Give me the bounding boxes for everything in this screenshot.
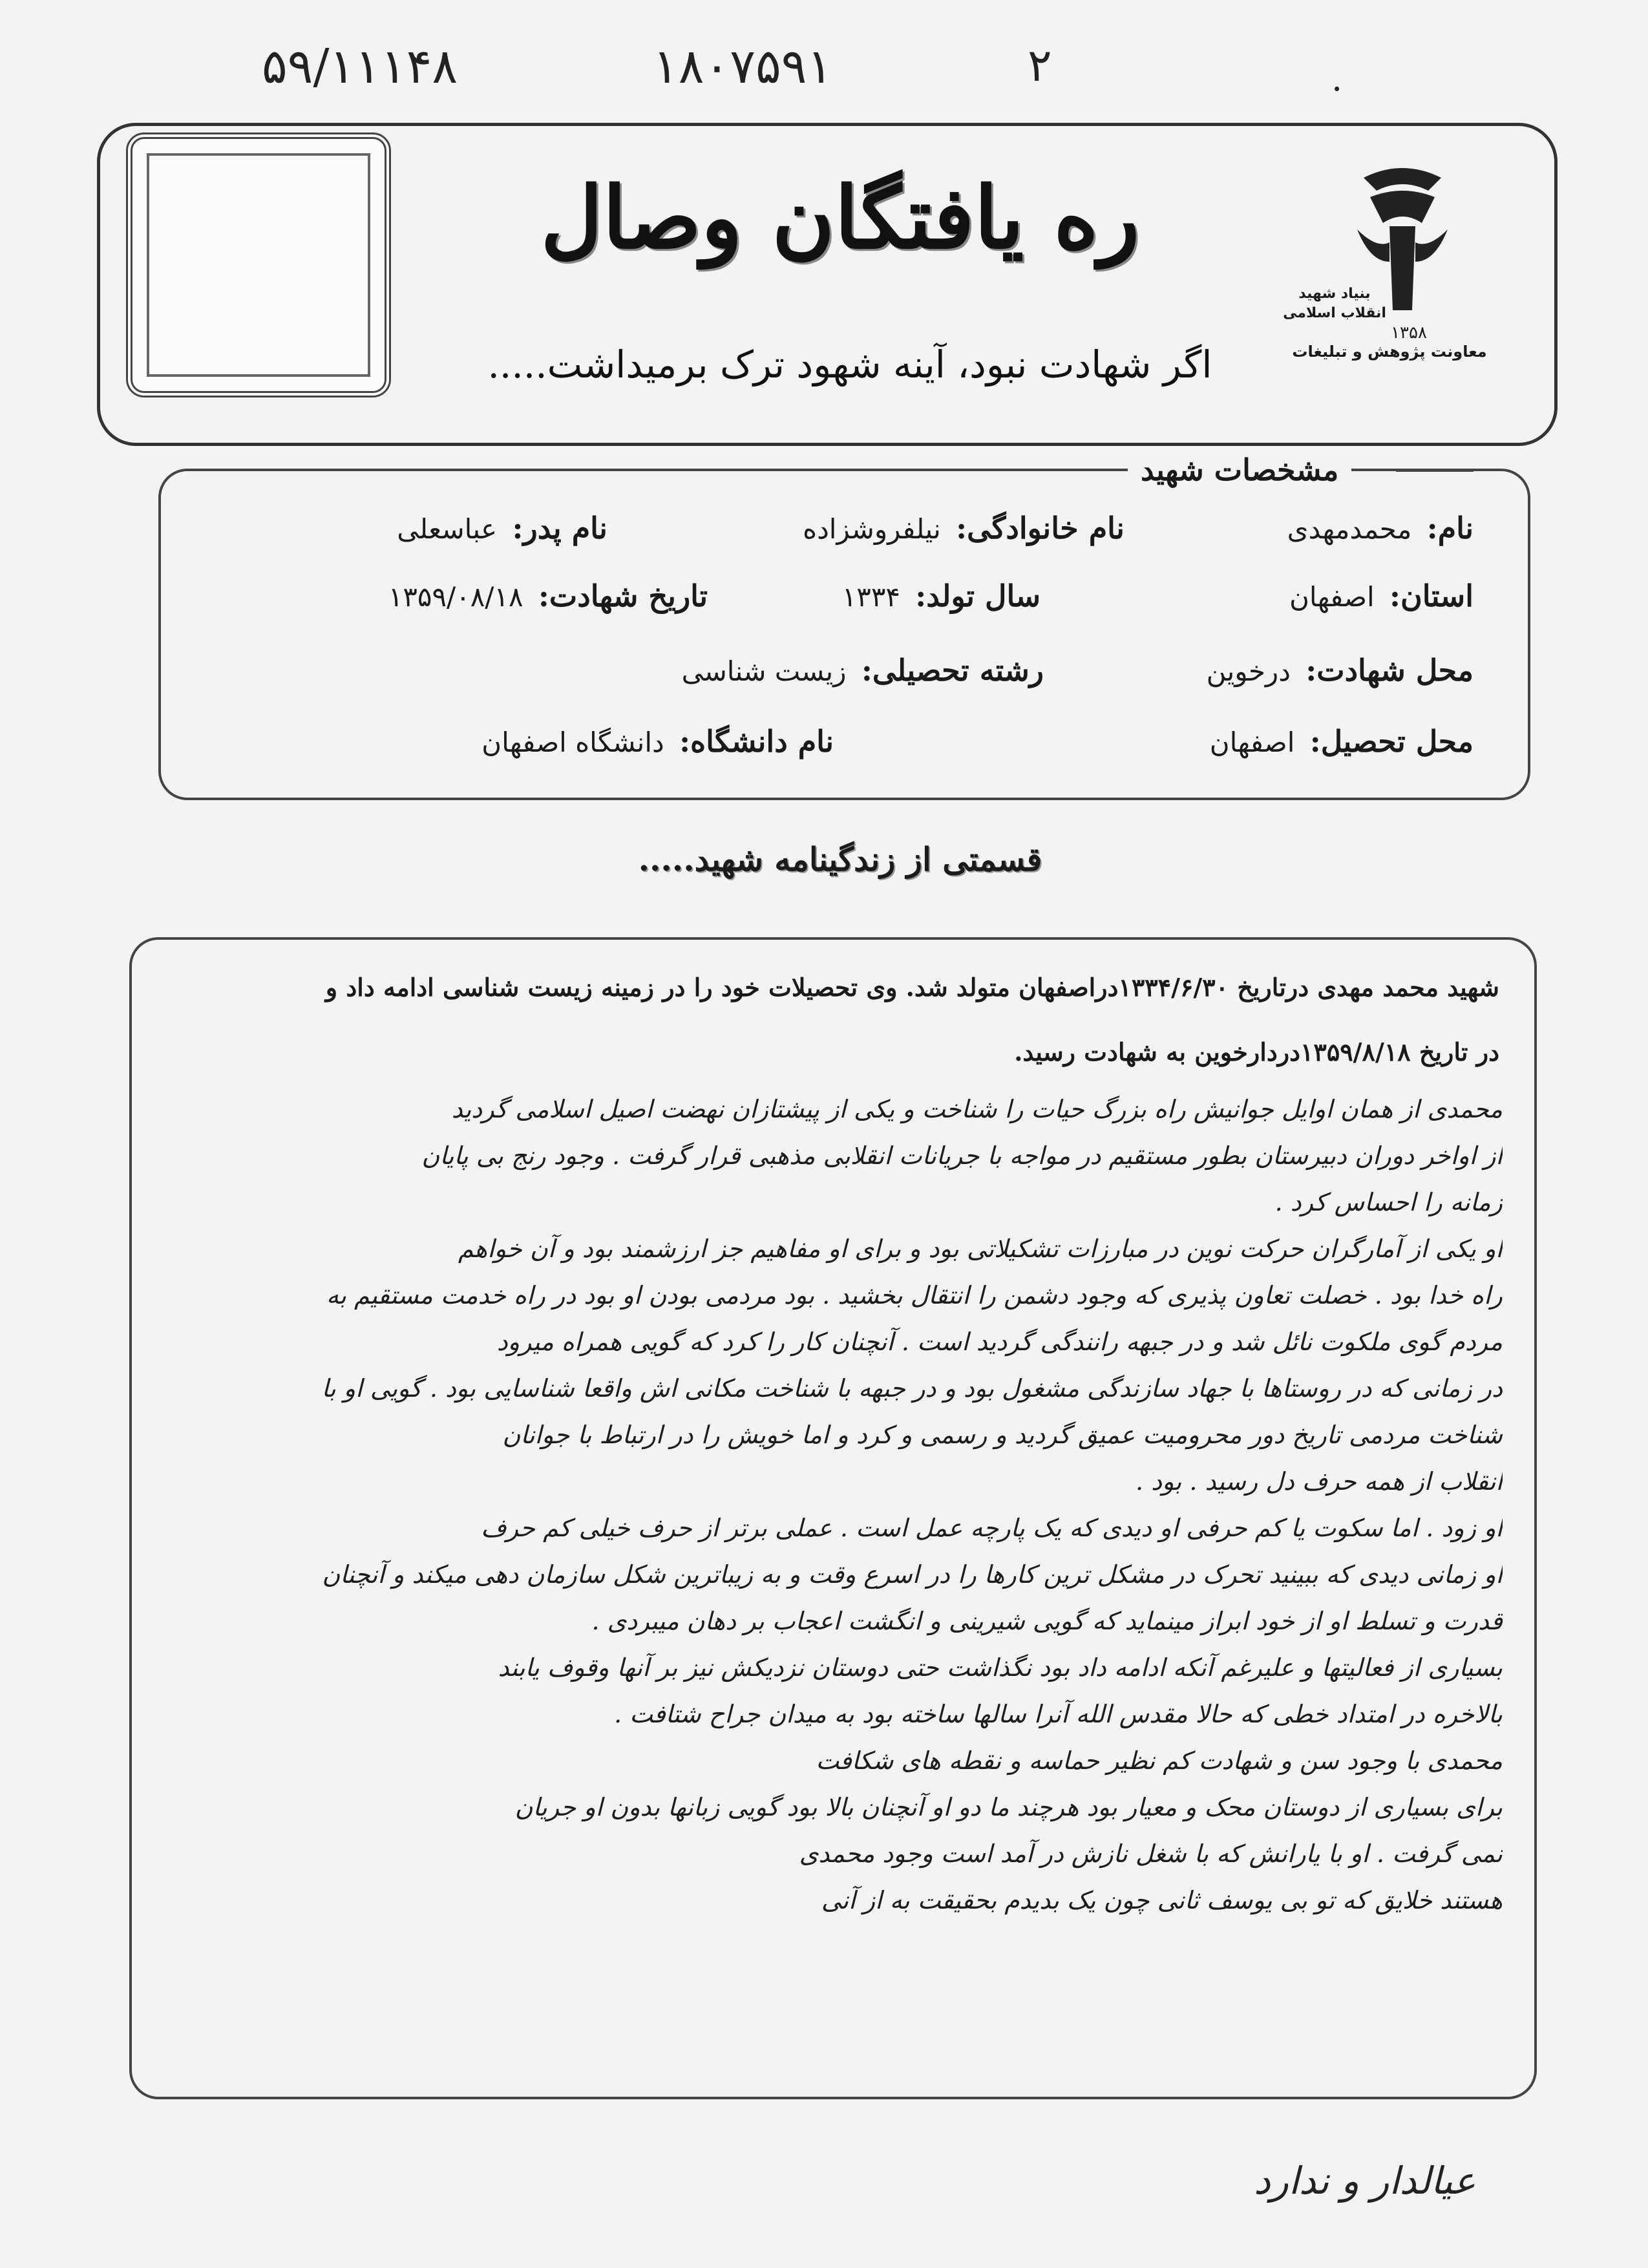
page-title: ره یافتگان وصال <box>540 168 1140 268</box>
logo-org-line2: انقلاب اسلامی <box>1283 305 1386 321</box>
handwritten-line: محمدی با وجود سن و شهادت کم نظیر حماسه و نقطه های شکافت <box>816 1746 1503 1775</box>
field-birth-year <box>842 578 1041 613</box>
info-heading-rule <box>1396 469 1474 472</box>
field-martyrdom-date-value: ۱۳۵۹/۰۸/۱۸ <box>388 581 523 613</box>
field-martyrdom-place-value: درخوین <box>1206 655 1291 687</box>
field-name-value: محمدمهدی <box>1287 513 1412 545</box>
handwritten-mark: ۲ <box>1028 39 1052 92</box>
field-province <box>1289 578 1474 613</box>
field-family-value: نیلفروشزاده <box>803 513 941 545</box>
handwritten-line: او زود . اما سکوت یا کم حرفی او دیدی که یک پارچه عمل است . عملی برتر از حرف خیلی کم حرف <box>481 1514 1503 1542</box>
page-subtitle: اگر شهادت نبود، آینه شهود ترک برمیداشت..... <box>487 343 1212 387</box>
field-education-place-label: محل تحصیل: <box>1309 724 1474 759</box>
logo-department: معاونت پژوهش و تبلیغات <box>1292 343 1487 361</box>
biography-printed-line: در تاریخ ۱۳۵۹/۸/۱۸دردارخوین به شهادت رسید. <box>1014 1037 1499 1066</box>
handwritten-line: زمانه را احساس کرد . <box>1274 1188 1503 1216</box>
handwritten-line: قدرت و تسلط او از خود ابراز مینماید که گویی شیرینی و انگشت اعجاب بر دهان میبردی . <box>591 1607 1503 1635</box>
info-heading: مشخصات شهید <box>1128 452 1351 487</box>
footer-note: عیالدار و ندارد <box>1254 2159 1476 2203</box>
biography-heading: قسمتی از زندگینامه شهید..... <box>638 840 1042 878</box>
field-family-label: نام خانوادگی: <box>956 511 1125 546</box>
handwritten-line: برای بسیاری از دوستان محک و معیار بود هرچند ما دو او آنچنان بالا بود گویی زبانها بدون او جریان <box>514 1793 1503 1821</box>
handwritten-line: او زمانی دیدی که ببینید تحرک در مشکل ترین کارها را در اسرع وقت و به زیباترین شکل سازمان دهی میکند و آنچنان <box>322 1560 1503 1589</box>
field-university-value: دانشگاه اصفهان <box>481 726 664 758</box>
handwritten-line: از اواخر دوران دبیرستان بطور مستقیم در مواجه با جریانات انقلابی مذهبی قرار گرفت . وجود رنج بی پایان <box>421 1141 1503 1170</box>
field-martyrdom-place <box>1207 653 1474 688</box>
handwritten-line: هستند خلایق که تو بی یوسف ثانی چون یک بدیدم بحقیقت به از آنی <box>821 1886 1503 1914</box>
handwritten-line: او یکی از آمارگران حرکت نوین در مبارزات تشکیلاتی بود و برای او مفاهیم جز ارزشمند بود و آن خواهم <box>458 1235 1503 1263</box>
field-education-place <box>1210 724 1474 759</box>
field-martyrdom-date-label: تاریخ شهادت: <box>538 578 708 613</box>
field-university-label: نام دانشگاه: <box>679 724 834 759</box>
field-major-value: زیست شناسی <box>681 655 847 687</box>
biography-printed-line: شهید محمد مهدی درتاریخ ۱۳۳۴/۶/۳۰دراصفهان متولد شد. وی تحصیلات خود را در زمینه زیست شناسی ادامه داد و <box>325 973 1499 1002</box>
handwritten-line: راه خدا بود . خصلت تعاون پذیری که وجود دشمن را انتقال بخشید . بود مردمی بودن او بود در راه خدمت مستقیم به <box>326 1281 1503 1309</box>
photo-frame <box>126 132 391 397</box>
handwritten-line: نمی گرفت . او با یارانش که با شغل نازش در آمد است وجود محمدی <box>799 1839 1503 1868</box>
field-father <box>397 511 607 546</box>
field-birth-year-label: سال تولد: <box>915 578 1041 613</box>
field-family <box>803 511 1125 546</box>
field-birth-year-value: ۱۳۳۴ <box>841 581 900 613</box>
field-father-value: عباسعلی <box>397 513 498 545</box>
handwritten-line: محمدی از همان اوایل جوانیش راه بزرگ حیات را شناخت و یکی از پیشتازان نهضت اصیل اسلامی گردید <box>451 1095 1503 1123</box>
field-province-value: اصفهان <box>1289 581 1375 613</box>
field-major <box>682 653 1044 688</box>
handwritten-line: در زمانی که در روستاها با جهاد سازندگی مشغول بود و در جبهه با شناخت مکانی اش واقعا شناسایی بود . گویی او با <box>321 1374 1503 1403</box>
field-name <box>1287 511 1474 546</box>
handwritten-line: بالاخره در امتداد خطی که حالا مقدس الله آنرا سالها ساخته بود به میدان جراح شتافت . <box>614 1700 1503 1728</box>
handwritten-line: مردم گوی ملکوت نائل شد و در جبهه رانندگی گردید است . آنچنان کار را کرد که گویی همراه میرود <box>496 1328 1503 1356</box>
handwritten-line: انقلاب از همه حرف دل رسید . بود . <box>1136 1467 1503 1496</box>
field-education-place-value: اصفهان <box>1209 726 1295 758</box>
field-name-label: نام: <box>1426 511 1474 546</box>
field-major-label: رشته تحصیلی: <box>861 653 1044 688</box>
field-martyrdom-date <box>388 578 708 613</box>
corner-dot: . <box>1331 58 1347 99</box>
handwritten-line: بسیاری از فعالیتها و علیرغم آنکه ادامه داد بود نگذاشت حتی دوستان نزدیکش نیز بر آنها وقوف یابند <box>498 1653 1503 1682</box>
field-university <box>481 724 834 759</box>
file-number: ۵۹/۱۱۱۴۸ <box>262 39 458 94</box>
biography-handwritten-text <box>139 1086 1503 1924</box>
handwritten-line: شناخت مردمی تاریخ دور محرومیت عمیق گردید و رسمی و کرد و اما خویش را در ارتباط با جوانان <box>502 1421 1503 1449</box>
field-father-label: نام پدر: <box>512 511 607 546</box>
field-province-label: استان: <box>1389 578 1474 613</box>
record-number: ۱۸۰۷۵۹۱ <box>653 39 833 94</box>
logo-org-name <box>1267 284 1402 323</box>
logo-org-line1: بنیاد شهید <box>1298 286 1371 302</box>
logo-year: ۱۳۵۸ <box>1391 323 1427 343</box>
field-martyrdom-place-label: محل شهادت: <box>1305 653 1474 688</box>
